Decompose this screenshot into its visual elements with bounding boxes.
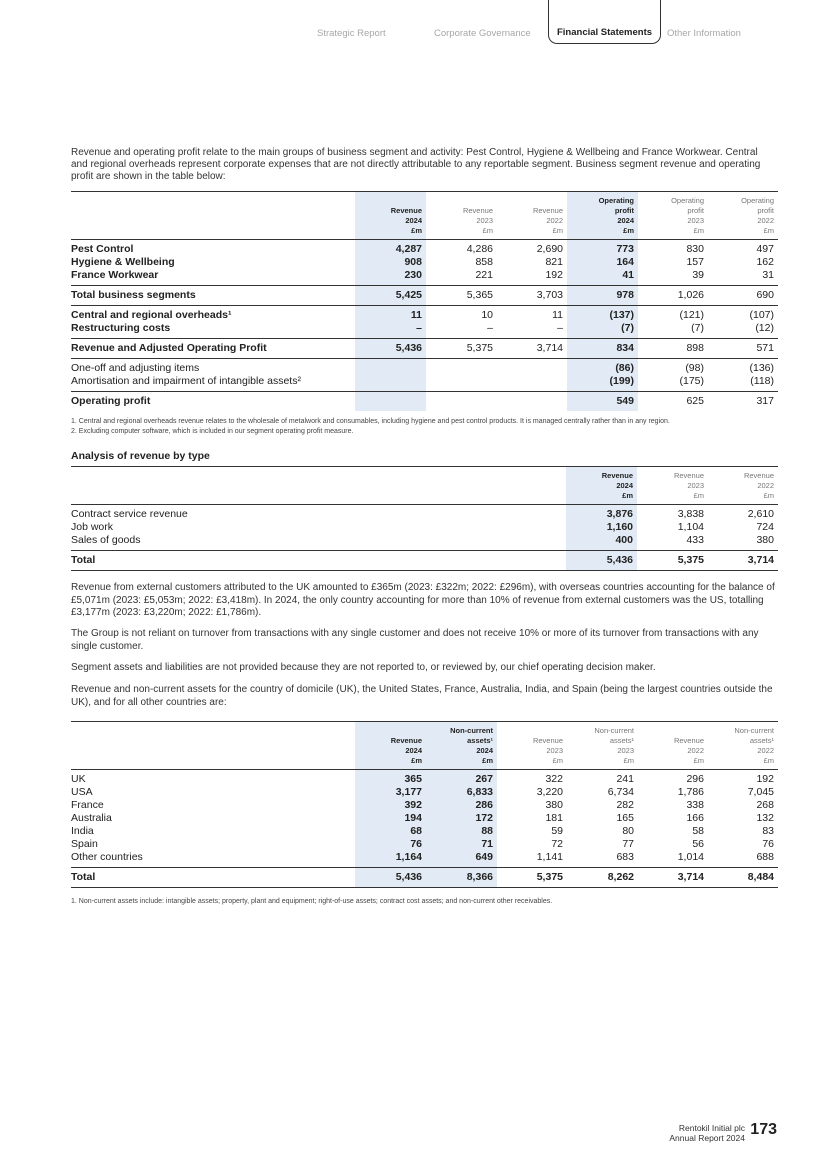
table-cell: 4,287 [355,240,426,257]
table-cell: 230 [355,269,426,286]
row-label: France [71,799,104,811]
report-name: Annual Report 2024 [669,1133,745,1143]
row-label: Hygiene & Wellbeing [71,256,175,268]
table-cell [426,375,497,392]
table-cell: 433 [686,534,704,546]
table-cell: 68 [355,825,426,838]
table-cell: (86) [567,359,638,376]
segment-footnotes: 1. Central and regional overheads revenue relates to the wholesale of metalwork and consumables, including hygiene and pest control products. It is managed centrally rather than in any region. 2. Excluding computer software, which is included in our segment operating profit measure. [71,418,670,435]
country-header: Non-current assets¹ 2024 £m [426,722,497,770]
row-label: One-off and adjusting items [71,359,355,376]
type-header: Revenue 2024 £m [566,467,637,505]
table-cell: 724 [756,521,774,533]
table-cell: 4,286 [466,243,493,255]
row-label: Total business segments [71,286,355,306]
table-row [71,812,778,825]
table-cell: 898 [638,339,708,359]
table-cell: 497 [756,243,774,255]
table-cell: 392 [355,799,426,812]
intro-paragraph: Revenue and operating profit relate to the main groups of business segment and activity: Pest Control, Hygiene & Wellbeing and France Workwear. Central and regional overheads represent corporate expenses that are not directly attributable to any reportable segment. Business segment revenue and operating profit are shown in the table below: [71,147,761,182]
paragraph-country-intro: Revenue and non-current assets for the country of domicile (UK), the United States, France, Australia, India, and Spain (being the largest countries outside the UK), and for all other countries are: [71,684,773,708]
table-cell: 1,786 [677,786,704,798]
table-cell: 3,177 [355,786,426,799]
table-cell: 5,436 [355,868,426,888]
table-cell: 11 [355,306,426,323]
row-label: Australia [71,812,112,824]
row-label: Sales of goods [71,534,141,546]
seg-header: Revenue 2023 £m [462,206,493,235]
table-row [71,770,778,787]
table-cell: 3,838 [677,508,704,520]
row-label: Amortisation and impairment of intangible assets² [71,375,301,387]
table-row [71,339,778,359]
table-row [71,306,778,323]
seg-header: Operating profit 2023 £m [671,196,704,235]
table-cell: 31 [762,269,774,281]
table-cell: 8,366 [426,868,497,888]
table-cell: 1,164 [355,851,426,868]
table-cell: (7) [691,322,704,334]
table-cell: 39 [692,269,704,281]
table-cell: 830 [686,243,704,255]
table-row [71,505,778,522]
table-cell: 858 [475,256,493,268]
table-cell: 5,436 [566,551,637,571]
table-cell: 165 [616,812,634,824]
table-cell [497,392,567,412]
seg-header: Revenue 2022 £m [532,206,563,235]
table-cell: 400 [566,534,637,551]
table-cell: 192 [756,773,774,785]
table-cell: 6,734 [607,786,634,798]
table-cell: 5,365 [426,286,497,306]
table-cell: 365 [355,770,426,787]
table-cell: 71 [426,838,497,851]
revenue-type-table [71,466,778,571]
table-cell: 59 [551,825,563,837]
row-label: Operating profit [71,392,355,412]
table-cell: 286 [426,799,497,812]
table-row [71,786,778,799]
table-cell [355,375,426,392]
paragraph-external-revenue: Revenue from external customers attributed to the UK amounted to £365m (2023: £322m; 2022: £296m), with overseas countries accounting for the balance of £5,071m (2023: £5,053m; 2022: £3,418m). In 2024, the only country accounting for more than 10% of revenue from external customers was the US, totalling £3,177m (2023: £3,220m; 2022: £1,786m). [71,582,775,618]
country-header: Revenue 2024 £m [355,722,426,770]
table-cell: 688 [756,851,774,863]
table-cell: 164 [567,256,638,269]
table-cell: 380 [756,534,774,546]
table-cell: 8,484 [708,868,778,888]
table-cell: (199) [567,375,638,392]
table-cell: 6,833 [426,786,497,799]
segment-table [71,191,778,411]
type-header: Revenue 2022 £m [743,471,774,500]
table-cell: 80 [622,825,634,837]
table-cell: (98) [638,359,708,376]
tab-corporate-governance[interactable]: Corporate Governance [434,28,531,39]
row-label: France Workwear [71,269,159,281]
table-cell: 3,714 [638,868,708,888]
table-cell: 162 [756,256,774,268]
table-cell: 3,714 [497,339,567,359]
country-table [71,721,778,888]
table-cell: 683 [616,851,634,863]
table-cell: 166 [686,812,704,824]
table-cell: 821 [545,256,563,268]
table-cell: 267 [426,770,497,787]
table-cell: 8,262 [567,868,638,888]
table-cell: (121) [638,306,708,323]
table-cell: 908 [355,256,426,269]
table-row [71,838,778,851]
table-cell [497,375,567,392]
table-cell: 5,425 [355,286,426,306]
table-cell: 1,141 [536,851,563,863]
seg-header: Revenue 2024 £m [355,192,426,240]
table-cell [426,392,497,412]
table-cell: – [557,322,563,334]
country-footnote: 1. Non-current assets include: intangible assets; property, plant and equipment; right-of-use assets; contract cost assets; and non-current other receivables. [71,898,553,905]
tab-financial-statements[interactable]: Financial Statements [548,0,661,44]
country-header: Revenue 2023 £m [532,736,563,765]
table-cell: (136) [708,359,778,376]
table-cell: (107) [708,306,778,323]
table-cell: 7,045 [747,786,774,798]
row-label: USA [71,786,93,798]
table-cell: 296 [686,773,704,785]
table-cell: 181 [545,812,563,824]
table-row [71,240,778,257]
row-label: UK [71,773,86,785]
row-label: Spain [71,838,98,850]
table-cell: 5,436 [355,339,426,359]
table-cell: 58 [692,825,704,837]
table-cell: 3,220 [536,786,563,798]
seg-header: Operating profit 2022 £m [741,196,774,235]
table-row [71,375,778,392]
row-label: Central and regional overheads¹ [71,306,355,323]
row-label: Pest Control [71,243,134,255]
tab-strategic-report[interactable]: Strategic Report [317,28,386,39]
table-cell: 56 [692,838,704,850]
table-row [71,269,778,286]
table-cell: 3,876 [566,505,637,522]
table-row [71,799,778,812]
tab-other-information[interactable]: Other Information [667,28,741,39]
table-row [71,521,778,534]
table-cell: 268 [756,799,774,811]
revenue-type-heading: Analysis of revenue by type [71,450,210,462]
top-navigation [0,0,825,46]
seg-header: Operating profit 2024 £m [567,192,638,240]
table-cell: 10 [426,306,497,323]
table-row [71,534,778,551]
table-cell: 3,703 [497,286,567,306]
table-cell: 5,375 [637,551,708,571]
table-row [71,322,778,339]
table-cell: 76 [355,838,426,851]
table-cell: 5,375 [497,868,567,888]
country-header: Revenue 2022 £m [673,736,704,765]
page-number: 173 [750,1121,777,1138]
table-cell: 1,026 [638,286,708,306]
table-cell: 194 [355,812,426,825]
table-cell: 282 [616,799,634,811]
row-label: India [71,825,94,837]
table-cell: 2,610 [747,508,774,520]
table-cell: 3,714 [708,551,778,571]
table-cell: 571 [708,339,778,359]
country-header: Non-current assets¹ 2023 £m [594,726,634,765]
table-cell: 2,690 [536,243,563,255]
table-cell: 72 [551,838,563,850]
row-label: Total [71,868,355,888]
table-row [71,868,778,888]
table-cell: 192 [545,269,563,281]
table-cell: 157 [686,256,704,268]
company-name: Rentokil Initial plc [678,1123,745,1133]
table-cell: 1,104 [677,521,704,533]
table-cell: 5,375 [426,339,497,359]
table-cell: – [487,322,493,334]
table-row [71,359,778,376]
table-row [71,551,778,571]
country-header: Non-current assets¹ 2022 £m [734,726,774,765]
paragraph-segment-assets: Segment assets and liabilities are not provided because they are not reported to, or reviewed by, our chief operating decision maker. [71,662,656,673]
table-row [71,392,778,412]
row-label: Restructuring costs [71,322,171,334]
table-cell: (12) [755,322,774,334]
type-header: Revenue 2023 £m [673,471,704,500]
table-cell: – [355,322,426,339]
table-cell: 221 [475,269,493,281]
table-cell: (7) [567,322,638,339]
table-cell: 77 [622,838,634,850]
table-cell: 1,160 [566,521,637,534]
table-cell [355,359,426,376]
table-row [71,256,778,269]
table-cell: 88 [426,825,497,838]
table-cell: 241 [616,773,634,785]
table-cell: 41 [567,269,638,286]
table-row [71,286,778,306]
table-cell: 1,014 [677,851,704,863]
table-cell: 834 [567,339,638,359]
table-row [71,825,778,838]
table-cell: 690 [708,286,778,306]
table-cell: 773 [567,240,638,257]
table-cell [355,392,426,412]
table-cell [426,359,497,376]
row-label: Revenue and Adjusted Operating Profit [71,339,355,359]
table-row [71,851,778,868]
table-cell: (118) [750,375,774,387]
table-cell: (137) [567,306,638,323]
table-cell: (175) [679,375,704,387]
table-cell: 11 [497,306,567,323]
row-label: Contract service revenue [71,508,188,520]
table-cell: 649 [426,851,497,868]
paragraph-customer-reliance: The Group is not reliant on turnover from transactions with any single customer and does not receive 10% or more of its turnover from transactions with any single customer. [71,628,759,652]
row-label: Job work [71,521,114,533]
table-cell: 978 [567,286,638,306]
table-cell: 380 [545,799,563,811]
table-cell: 322 [545,773,563,785]
table-cell [497,359,567,376]
table-cell: 172 [426,812,497,825]
table-cell: 76 [762,838,774,850]
table-cell: 83 [762,825,774,837]
table-cell: 549 [567,392,638,412]
table-cell: 338 [686,799,704,811]
table-cell: 317 [708,392,778,412]
row-label: Other countries [71,851,143,863]
table-cell: 625 [638,392,708,412]
row-label: Total [71,551,566,571]
table-cell: 132 [756,812,774,824]
